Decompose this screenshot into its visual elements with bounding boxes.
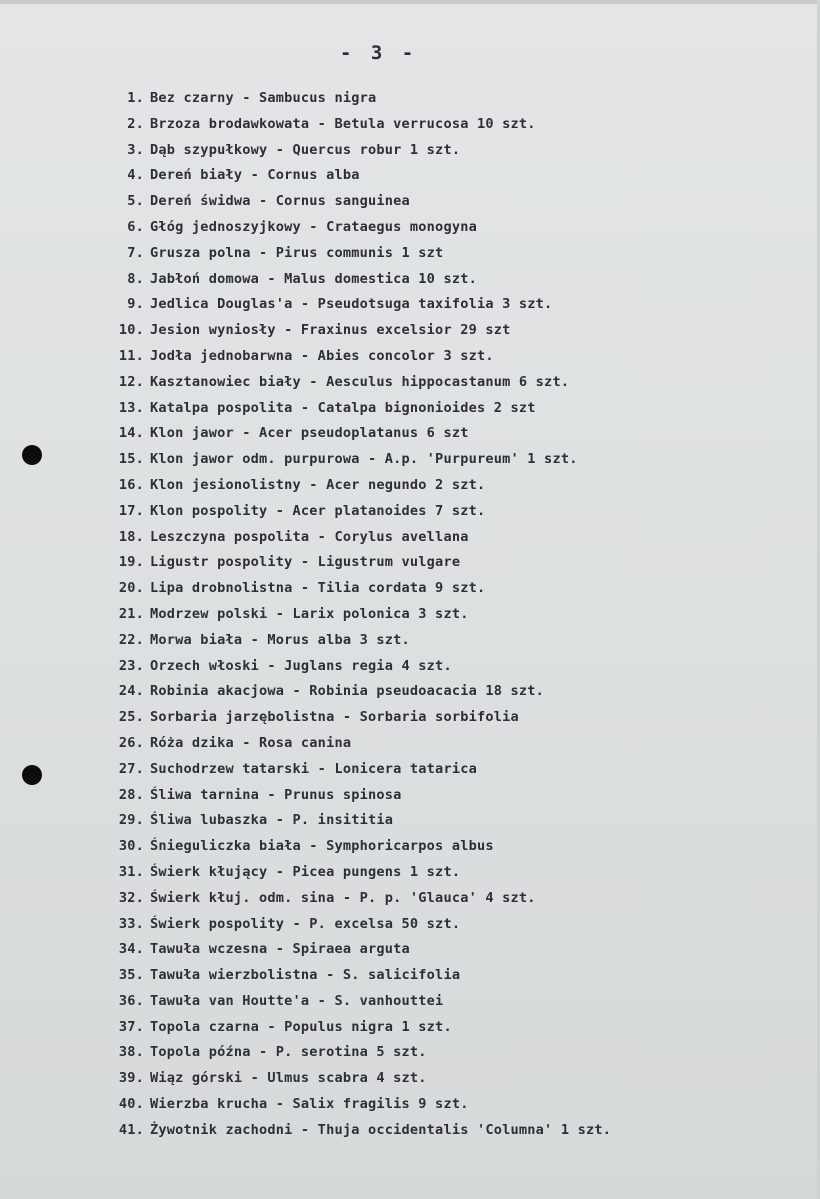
item-number: 8. xyxy=(127,270,144,287)
item-number: 22. xyxy=(118,631,144,648)
item-number: 40. xyxy=(118,1096,144,1113)
item-number: 35. xyxy=(118,967,144,984)
item-number: 30. xyxy=(118,838,144,855)
item-number: 10. xyxy=(118,322,144,339)
list-item xyxy=(100,525,800,551)
item-text: Tawuła wczesna - Spiraea arguta xyxy=(150,941,410,958)
item-text: Jedlica Douglas'a - Pseudotsuga taxifolia 3 szt. xyxy=(150,296,553,313)
item-number: 17. xyxy=(118,502,144,519)
item-number: 2. xyxy=(127,115,144,132)
item-number: 36. xyxy=(118,992,144,1009)
item-text: Jodła jednobarwna - Abies concolor 3 szt. xyxy=(150,347,494,364)
item-number: 1. xyxy=(127,90,144,106)
item-number: 3. xyxy=(127,141,144,158)
item-number: 29. xyxy=(118,812,144,829)
list-item xyxy=(100,628,800,654)
item-text: Jabłoń domowa - Malus domestica 10 szt. xyxy=(150,270,477,287)
list-item xyxy=(100,1092,800,1118)
item-text: Klon jawor - Acer pseudoplatanus 6 szt xyxy=(150,425,469,442)
list-item xyxy=(100,731,800,757)
list-item xyxy=(100,1015,800,1041)
item-number: 24. xyxy=(118,683,144,700)
item-text: Śliwa lubaszka - P. insititia xyxy=(150,812,394,829)
list-item xyxy=(100,989,800,1015)
list-item xyxy=(100,654,800,680)
list-item xyxy=(100,886,800,912)
species-list xyxy=(100,86,800,1144)
list-item xyxy=(100,1066,800,1092)
item-number: 27. xyxy=(118,760,144,777)
item-number: 4. xyxy=(127,167,144,184)
item-number: 11. xyxy=(118,347,144,364)
item-text: Głóg jednoszyjkowy - Crataegus monogyna xyxy=(150,218,477,235)
item-text: Jesion wyniosły - Fraxinus excelsior 29 szt xyxy=(150,322,511,339)
list-item xyxy=(100,112,800,138)
item-number: 18. xyxy=(118,528,144,545)
list-item xyxy=(100,1040,800,1066)
item-text: Suchodrzew tatarski - Lonicera tatarica xyxy=(150,760,477,777)
item-number: 5. xyxy=(127,193,144,210)
list-item xyxy=(100,292,800,318)
list-item xyxy=(100,241,800,267)
item-text: Świerk kłujący - Picea pungens 1 szt. xyxy=(150,863,461,880)
list-item xyxy=(100,912,800,938)
list-item xyxy=(100,267,800,293)
list-item xyxy=(100,138,800,164)
item-number: 37. xyxy=(118,1018,144,1035)
list-item xyxy=(100,679,800,705)
item-number: 9. xyxy=(127,296,144,313)
list-item xyxy=(100,344,800,370)
list-item xyxy=(100,447,800,473)
item-number: 28. xyxy=(118,786,144,803)
item-text: Kasztanowiec biały - Aesculus hippocastanum 6 szt. xyxy=(150,373,570,390)
item-number: 38. xyxy=(118,1044,144,1061)
item-number: 32. xyxy=(118,889,144,906)
item-text: Żywotnik zachodni - Thuja occidentalis 'Columna' 1 szt. xyxy=(150,1121,612,1138)
list-item xyxy=(100,860,800,886)
item-text: Modrzew polski - Larix polonica 3 szt. xyxy=(150,605,469,622)
item-text: Śnieguliczka biała - Symphoricarpos albus xyxy=(150,838,494,855)
item-text: Lipa drobnolistna - Tilia cordata 9 szt. xyxy=(150,580,486,597)
punch-hole xyxy=(22,765,42,785)
item-text: Ligustr pospolity - Ligustrum vulgare xyxy=(150,554,461,571)
list-item xyxy=(100,318,800,344)
item-text: Topola czarna - Populus nigra 1 szt. xyxy=(150,1018,452,1035)
item-number: 12. xyxy=(118,373,144,390)
item-number: 25. xyxy=(118,709,144,726)
item-text: Wierzba krucha - Salix fragilis 9 szt. xyxy=(150,1096,469,1113)
item-text: Dereń biały - Cornus alba xyxy=(150,167,360,184)
item-text: Świerk pospolity - P. excelsa 50 szt. xyxy=(150,915,461,932)
item-number: 19. xyxy=(118,554,144,571)
item-text: Róża dzika - Rosa canina xyxy=(150,734,352,751)
punch-hole xyxy=(22,445,42,465)
item-text: Tawuła van Houtte'a - S. vanhouttei xyxy=(150,992,444,1009)
item-number: 6. xyxy=(127,218,144,235)
list-item xyxy=(100,783,800,809)
item-text: Śliwa tarnina - Prunus spinosa xyxy=(150,786,402,803)
list-item xyxy=(100,473,800,499)
list-item xyxy=(100,963,800,989)
list-item xyxy=(100,834,800,860)
item-text: Katalpa pospolita - Catalpa bignonioides 2 szt xyxy=(150,399,536,416)
item-text: Dąb szypułkowy - Quercus robur 1 szt. xyxy=(150,141,461,158)
list-item xyxy=(100,215,800,241)
item-text: Morwa biała - Morus alba 3 szt. xyxy=(150,631,410,648)
list-item xyxy=(100,1118,800,1144)
list-item xyxy=(100,421,800,447)
item-number: 15. xyxy=(118,451,144,468)
item-text: Robinia akacjowa - Robinia pseudoacacia 18 szt. xyxy=(150,683,545,700)
list-item xyxy=(100,396,800,422)
item-text: Świerk kłuj. odm. sina - P. p. 'Glauca' 4 szt. xyxy=(150,889,536,906)
item-number: 20. xyxy=(118,580,144,597)
item-text: Grusza polna - Pirus communis 1 szt xyxy=(150,244,444,261)
list-item xyxy=(100,163,800,189)
item-text: Tawuła wierzbolistna - S. salicifolia xyxy=(150,967,461,984)
item-text: Bez czarny - Sambucus nigra xyxy=(150,90,377,106)
item-number: 13. xyxy=(118,399,144,416)
list-item xyxy=(100,808,800,834)
list-item xyxy=(100,499,800,525)
item-text: Klon jawor odm. purpurowa - A.p. 'Purpureum' 1 szt. xyxy=(150,451,578,468)
page-top-edge xyxy=(0,0,820,4)
item-text: Klon pospolity - Acer platanoides 7 szt. xyxy=(150,502,486,519)
item-number: 34. xyxy=(118,941,144,958)
page-number: - 3 - xyxy=(340,42,418,64)
item-number: 16. xyxy=(118,476,144,493)
item-number: 39. xyxy=(118,1070,144,1087)
list-item xyxy=(100,576,800,602)
list-item xyxy=(100,86,800,112)
item-number: 26. xyxy=(118,734,144,751)
list-item xyxy=(100,757,800,783)
item-number: 14. xyxy=(118,425,144,442)
list-item xyxy=(100,550,800,576)
item-number: 41. xyxy=(118,1121,144,1138)
item-text: Wiąz górski - Ulmus scabra 4 szt. xyxy=(150,1070,427,1087)
item-number: 23. xyxy=(118,657,144,674)
list-item xyxy=(100,602,800,628)
item-text: Brzoza brodawkowata - Betula verrucosa 10 szt. xyxy=(150,115,536,132)
list-item xyxy=(100,937,800,963)
list-item xyxy=(100,189,800,215)
item-number: 21. xyxy=(118,605,144,622)
item-text: Leszczyna pospolita - Corylus avellana xyxy=(150,528,469,545)
item-number: 31. xyxy=(118,863,144,880)
list-item xyxy=(100,370,800,396)
item-text: Orzech włoski - Juglans regia 4 szt. xyxy=(150,657,452,674)
item-text: Klon jesionolistny - Acer negundo 2 szt. xyxy=(150,476,486,493)
item-number: 7. xyxy=(127,244,144,261)
item-text: Topola późna - P. serotina 5 szt. xyxy=(150,1044,427,1061)
list-item xyxy=(100,705,800,731)
item-text: Sorbaria jarzębolistna - Sorbaria sorbifolia xyxy=(150,709,519,726)
item-text: Dereń świdwa - Cornus sanguinea xyxy=(150,193,410,210)
item-number: 33. xyxy=(118,915,144,932)
